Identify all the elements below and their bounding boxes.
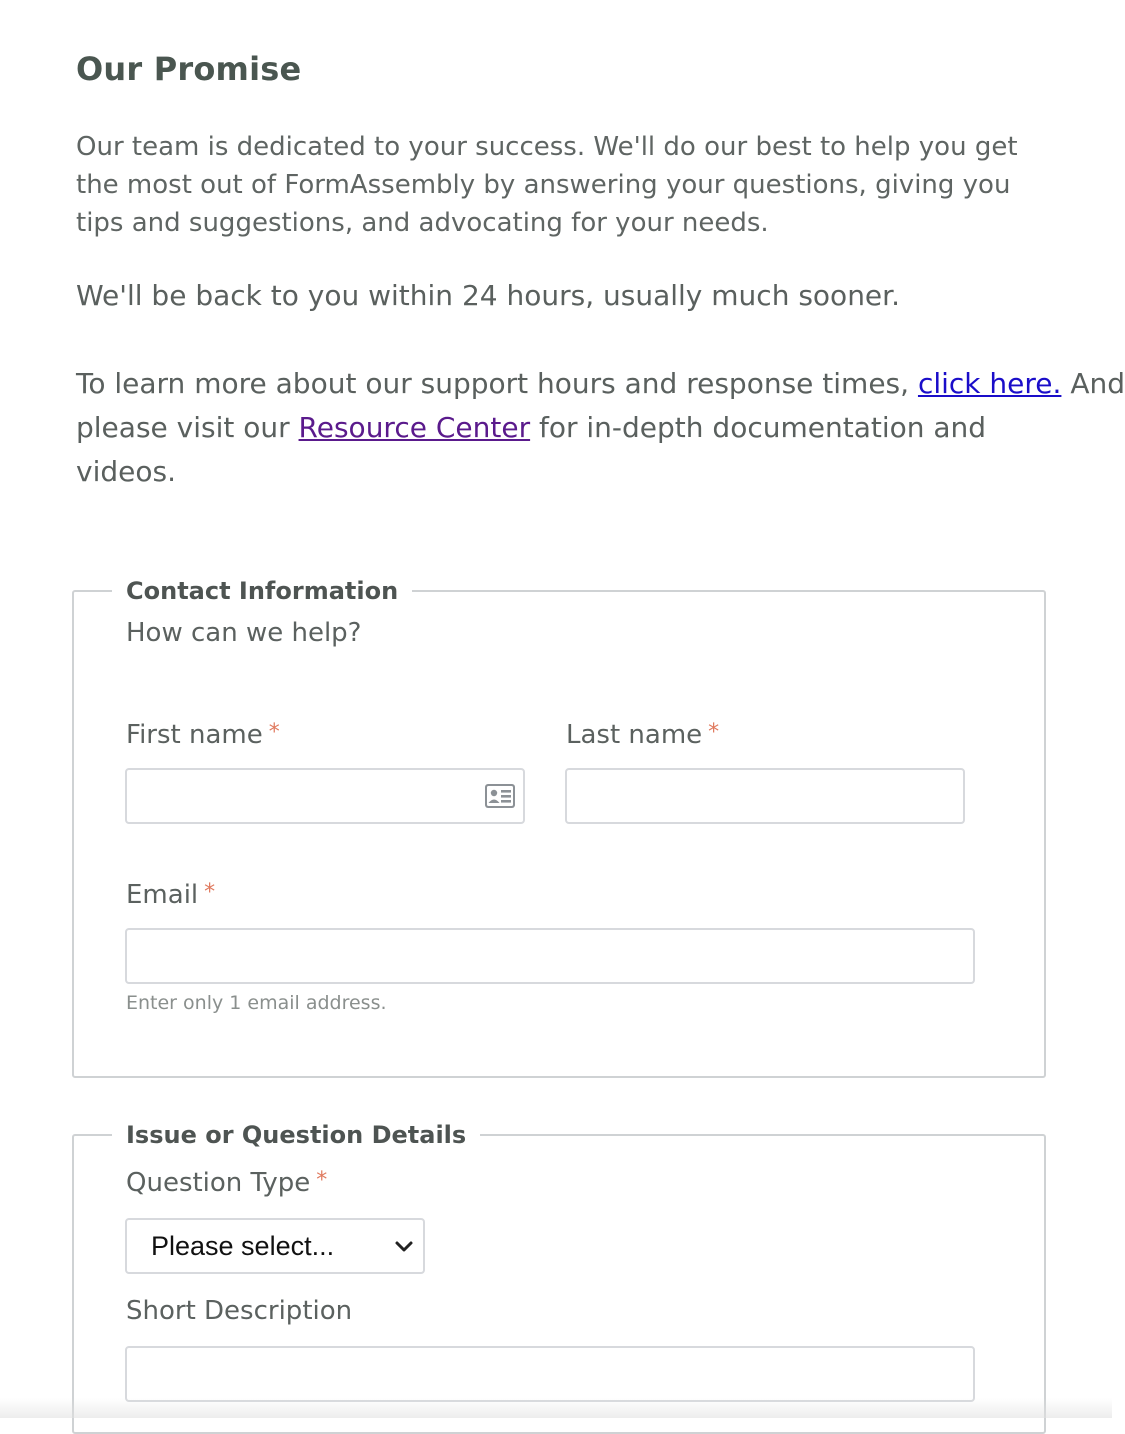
intro-line: the most out of FormAssembly by answering your questions, giving you [76,170,1011,200]
question-type-select[interactable] [125,1218,425,1274]
contact-card-icon[interactable] [484,783,516,809]
issue-details-fieldset [72,1121,1046,1434]
intro-line: tips and suggestions, and advocating for your needs. [76,208,769,238]
intro-paragraph [76,128,1066,242]
page-title: Our Promise [76,50,302,88]
required-marker: * [268,720,280,745]
question-type-label-text: Question Type [126,1168,311,1198]
resource-center-link[interactable]: Resource Center [298,411,531,444]
intro-line: Our team is dedicated to your success. We'll do our best to help you get [76,132,1018,162]
learn-more-text: And [1061,367,1125,400]
short-description-label: Short Description [126,1296,353,1326]
short-description-input[interactable] [125,1346,975,1402]
first-name-label-text: First name [126,720,263,750]
first-name-label [126,720,280,750]
contact-information-legend: Contact Information [112,572,412,610]
last-name-label-text: Last name [566,720,703,750]
learn-more-text: please visit our [76,411,299,444]
issue-details-legend: Issue or Question Details [112,1116,480,1154]
last-name-label [566,720,719,750]
response-time-text: We'll be back to you within 24 hours, usually much sooner. [76,279,901,312]
email-hint: Enter only 1 email address. [126,992,387,1014]
question-type-selected: Please select... [151,1230,335,1261]
email-input[interactable] [125,928,975,984]
chevron-down-icon [393,1235,415,1257]
last-name-input[interactable] [565,768,965,824]
learn-more-line [76,406,1076,450]
learn-more-paragraph [76,362,1125,494]
learn-more-text: for in-depth documentation and [530,411,987,444]
required-marker: * [204,880,216,905]
question-type-label [126,1168,327,1198]
contact-information-fieldset [72,577,1046,1078]
required-marker: * [708,720,720,745]
learn-more-text: To learn more about our support hours and response times, [76,367,918,400]
required-marker: * [316,1168,328,1193]
first-name-input[interactable] [125,768,525,824]
email-label-text: Email [126,880,199,910]
learn-more-line: videos. [76,455,176,488]
email-label [126,880,215,910]
click-here-link[interactable]: click here. [917,367,1062,400]
how-can-we-help-text: How can we help? [126,618,362,648]
learn-more-line [76,362,1125,406]
